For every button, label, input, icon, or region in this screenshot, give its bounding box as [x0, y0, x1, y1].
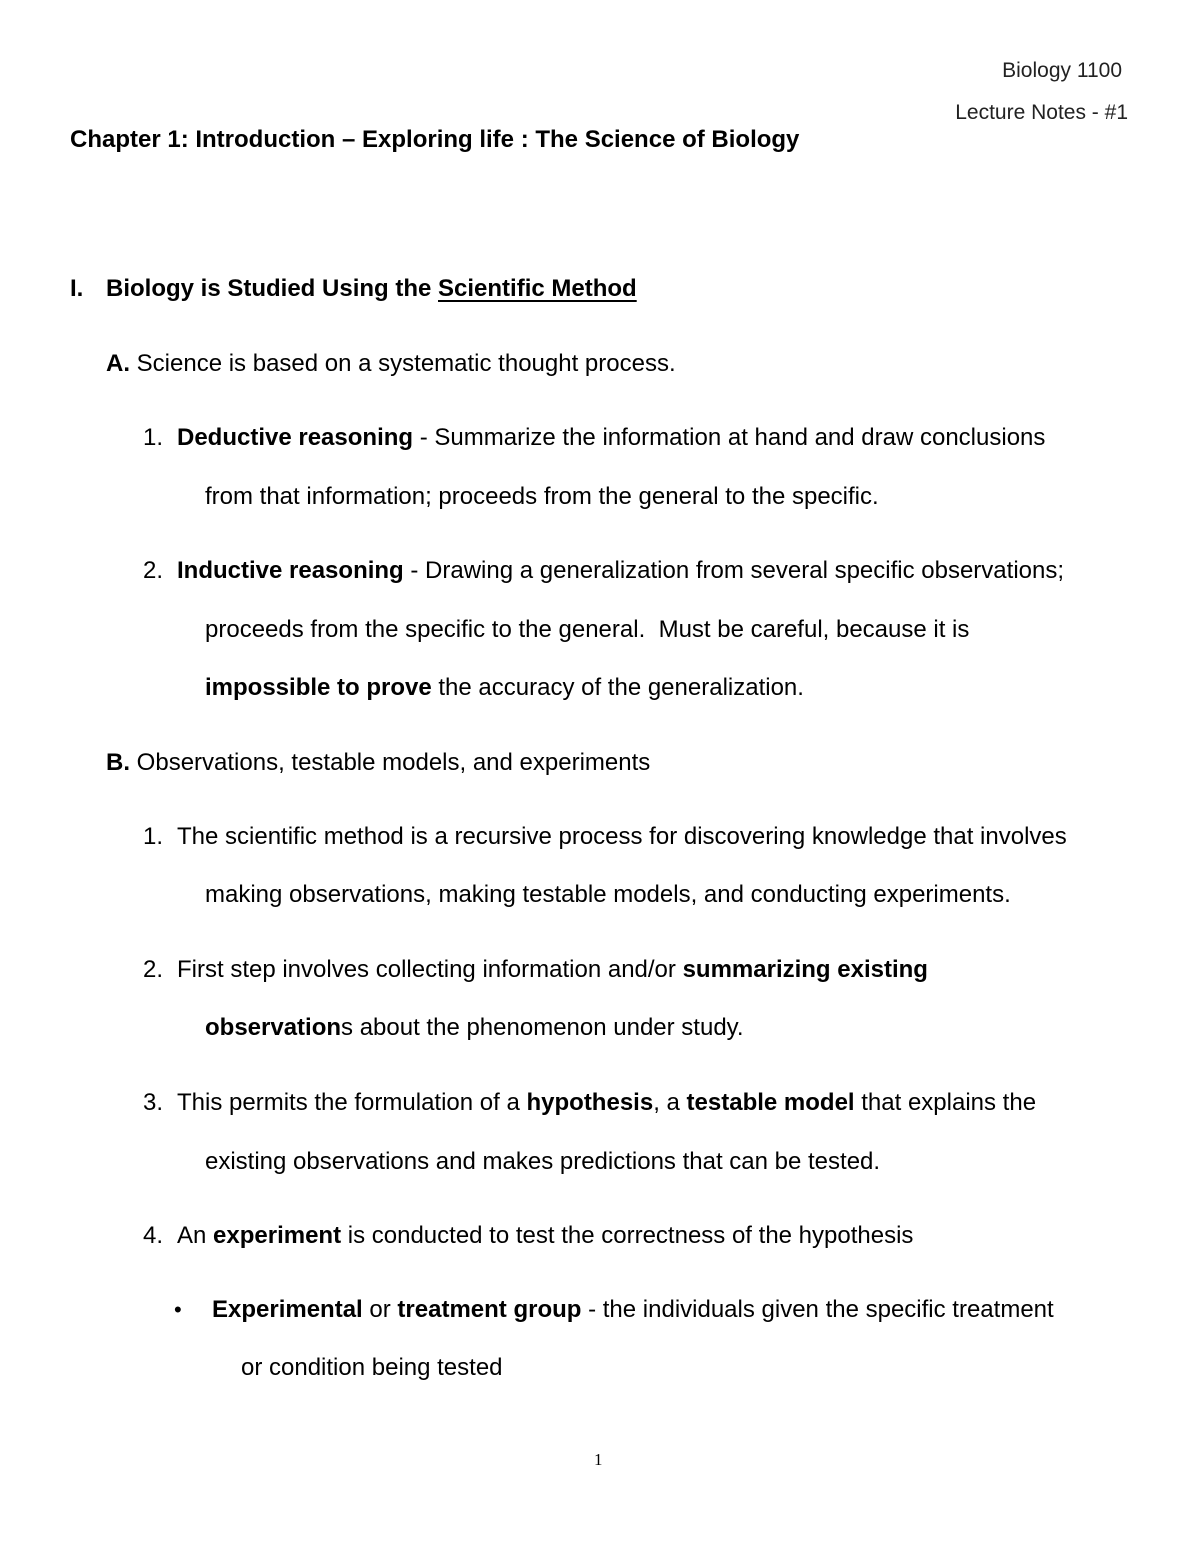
list-item-line: An: [177, 1222, 214, 1249]
subsection-a: [106, 352, 676, 376]
section-title-prefix: Biology is Studied Using the: [106, 275, 439, 302]
list-item-continuation: existing observations and makes predictions that can be tested.: [205, 1148, 881, 1175]
lecture-notes-label: Lecture Notes - #1: [955, 101, 1128, 124]
list-item-continuation: proceeds from the specific to the general. Must be careful, because it is: [205, 616, 970, 643]
list-item: [143, 825, 163, 849]
list-item-continuation: [205, 1016, 744, 1040]
term-deductive-reasoning: Deductive reasoning: [177, 424, 414, 451]
list-number: 1.: [143, 823, 164, 850]
list-number: 1.: [143, 424, 164, 451]
page-number: 1: [594, 1450, 603, 1469]
subsection-a-text: Science is based on a systematic thought process.: [136, 350, 676, 377]
emphasis-summarizing-existing: summarizing existing: [682, 956, 928, 983]
list-item-line: , a: [653, 1089, 687, 1116]
list-item-line: that explains the: [854, 1089, 1037, 1116]
emphasis-hypothesis: hypothesis: [526, 1089, 654, 1116]
list-item-line: - Drawing a generalization from several specific observations;: [403, 557, 1065, 584]
list-number: 2.: [143, 956, 164, 983]
term-inductive-reasoning: Inductive reasoning: [177, 557, 404, 584]
subsection-a-letter: A.: [106, 350, 130, 377]
list-item-continuation: from that information; proceeds from the general to the specific.: [205, 483, 879, 510]
list-item-text: [177, 1224, 913, 1248]
bullet-item-line: - the individuals given the specific treatment: [581, 1296, 1054, 1323]
list-item-line: is conducted to test the correctness of the hypothesis: [341, 1222, 914, 1249]
list-item: [143, 1091, 163, 1115]
term-experimental: Experimental: [212, 1296, 363, 1323]
bullet-item-line: or: [362, 1296, 398, 1323]
bullet-item-continuation: or condition being tested: [241, 1354, 503, 1381]
list-item-text: [177, 958, 928, 982]
section-title-underlined: Scientific Method: [438, 275, 637, 302]
list-item-line: s about the phenomenon under study.: [341, 1014, 744, 1041]
list-item-line: First step involves collecting information and/or: [177, 956, 683, 983]
list-item-continuation: [205, 676, 804, 700]
list-item-line: the accuracy of the generalization.: [431, 674, 804, 701]
bullet-item-text: [212, 1298, 1054, 1322]
list-item-line: This permits the formulation of a: [177, 1089, 527, 1116]
list-item-text: The scientific method is a recursive process for discovering knowledge that involves: [177, 823, 1067, 850]
term-treatment-group: treatment group: [397, 1296, 582, 1323]
list-item: [143, 958, 163, 982]
list-number: 2.: [143, 557, 164, 584]
emphasis-experiment: experiment: [213, 1222, 342, 1249]
list-item-text: [177, 559, 1064, 583]
section-title: [106, 277, 637, 301]
bullet-icon: •: [174, 1297, 182, 1322]
emphasis-impossible-to-prove: impossible to prove: [205, 674, 432, 701]
course-name: Biology 1100: [1002, 59, 1122, 82]
list-item-text: [177, 1091, 1036, 1115]
list-item-line: - Summarize the information at hand and draw conclusions: [413, 424, 1046, 451]
emphasis-observations: observation: [205, 1014, 342, 1041]
list-number: 3.: [143, 1089, 164, 1116]
subsection-b: [106, 751, 650, 775]
section-heading: [70, 277, 83, 301]
subsection-b-text: Observations, testable models, and experiments: [136, 749, 651, 776]
section-numeral: I.: [70, 275, 84, 302]
list-item: [143, 559, 163, 583]
emphasis-testable-model: testable model: [686, 1089, 855, 1116]
list-number: 4.: [143, 1222, 164, 1249]
subsection-b-letter: B.: [106, 749, 130, 776]
list-item: [143, 426, 163, 450]
list-item-text: [177, 426, 1045, 450]
list-item-continuation: making observations, making testable models, and conducting experiments.: [205, 881, 1011, 908]
list-item: [143, 1224, 163, 1248]
chapter-title: Chapter 1: Introduction – Exploring life : The Science of Biology: [70, 126, 800, 153]
